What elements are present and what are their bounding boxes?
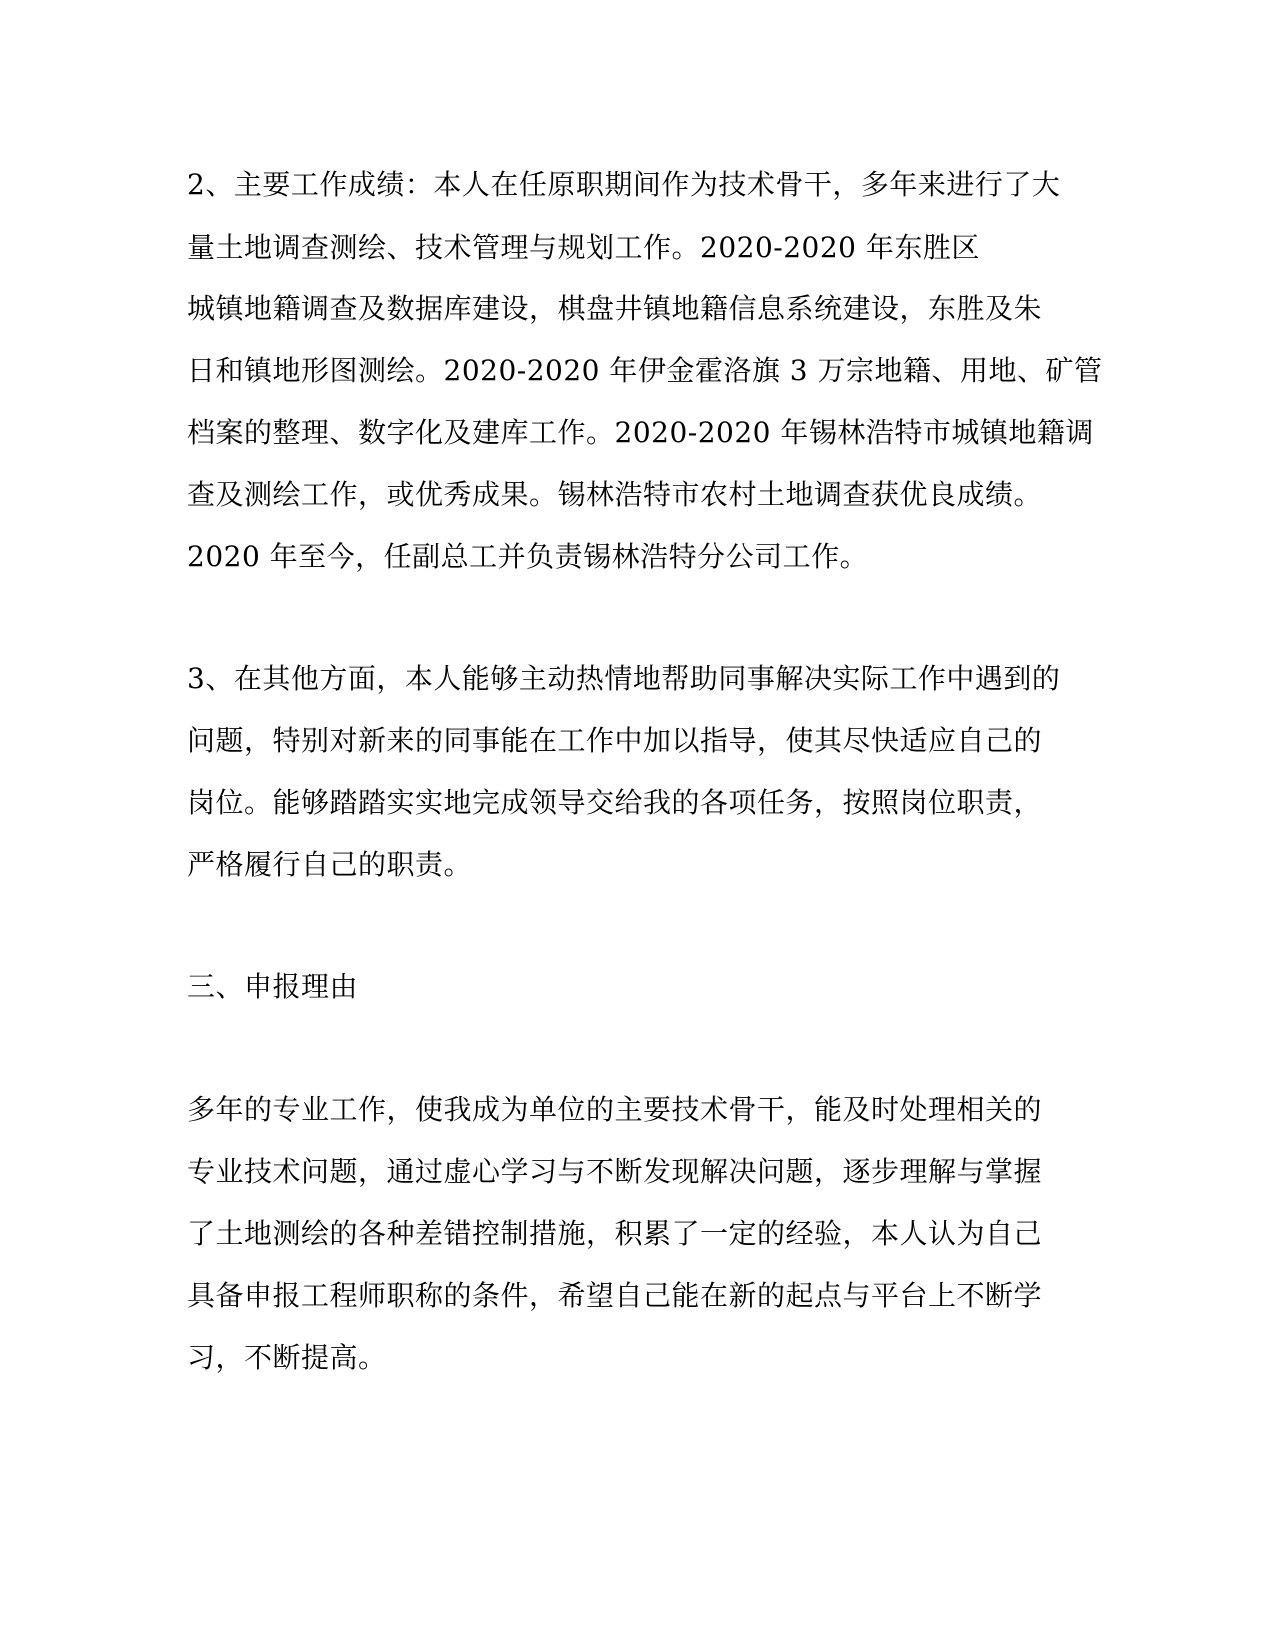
- section-heading: 三、申报理由: [187, 970, 359, 1003]
- paragraph-line: 日和镇地形图测绘。2020-2020 年伊金霍洛旗 3 万宗地籍、用地、矿管: [187, 354, 1103, 387]
- paragraph-line: 2、主要工作成绩：本人在任原职期间作为技术骨干，多年来进行了大: [187, 168, 1061, 201]
- paragraph-line: 专业技术问题，通过虚心学习与不断发现解决问题，逐步理解与掌握: [187, 1155, 1043, 1188]
- paragraph-line: 2020 年至今，任副总工并负责锡林浩特分公司工作。: [187, 540, 869, 573]
- paragraph-line: 量土地调查测绘、技术管理与规划工作。2020-2020 年东胜区: [187, 231, 980, 264]
- paragraph-line: 了土地测绘的各种差错控制措施，积累了一定的经验，本人认为自己: [187, 1217, 1043, 1250]
- paragraph-line: 习，不断提高。: [187, 1341, 387, 1374]
- paragraph-line: 多年的专业工作，使我成为单位的主要技术骨干，能及时处理相关的: [187, 1093, 1043, 1126]
- paragraph-line: 查及测绘工作，或优秀成果。锡林浩特市农村土地调查获优良成绩。: [187, 478, 1043, 511]
- paragraph-line: 岗位。能够踏踏实实地完成领导交给我的各项任务，按照岗位职责，: [187, 786, 1043, 819]
- paragraph-line: 问题，特别对新来的同事能在工作中加以指导，使其尽快适应自己的: [187, 724, 1043, 757]
- paragraph-line: 严格履行自己的职责。: [187, 848, 473, 881]
- paragraph-line: 城镇地籍调查及数据库建设，棋盘井镇地籍信息系统建设，东胜及朱: [187, 292, 1043, 325]
- paragraph-line: 档案的整理、数字化及建库工作。2020-2020 年锡林浩特市城镇地籍调: [187, 416, 1094, 449]
- paragraph-line: 具备申报工程师职称的条件，希望自己能在新的起点与平台上不断学: [187, 1279, 1043, 1312]
- paragraph-line: 3、在其他方面，本人能够主动热情地帮助同事解决实际工作中遇到的: [187, 662, 1061, 695]
